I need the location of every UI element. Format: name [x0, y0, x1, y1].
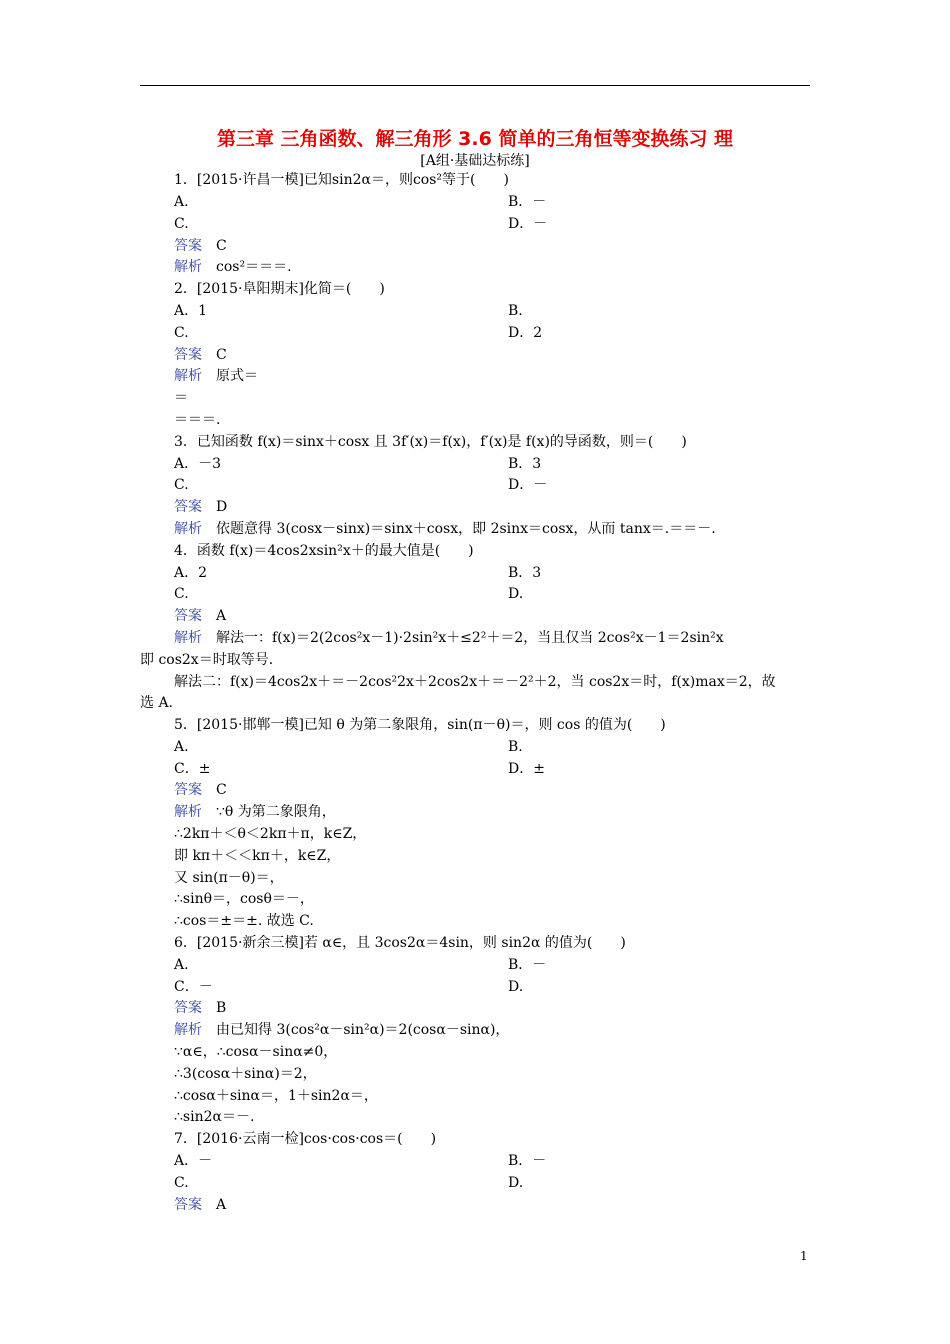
q2-analysis-line: ＝＝＝.	[174, 412, 221, 428]
q4-option-a: A．2	[174, 565, 208, 581]
analysis-label: 解析	[174, 630, 202, 646]
answer-label: 答案	[174, 608, 202, 624]
analysis-label: 解析	[174, 1022, 202, 1038]
q1-stem: 1．[2015·许昌一模]已知sin2α＝，则cos²等于( )	[174, 172, 509, 188]
q4-answer-value: A	[216, 608, 227, 624]
q6-analysis-line: ∵α∈，∴cosα－sinα≠0，	[174, 1044, 338, 1060]
q6-analysis	[174, 1021, 509, 1039]
q7-option-d: D.	[508, 1175, 524, 1191]
section-subtitle: [A组·基础达标练]	[420, 153, 530, 169]
q1-option-a: A.	[174, 194, 189, 210]
q4-analysis-line: 解法二：f(x)＝4cos2x＋＝－2cos²2x＋2cos2x＋＝－2²＋2，当 cos2x＝时，f(x)max＝2，故	[174, 674, 776, 690]
answer-label: 答案	[174, 238, 202, 254]
q3-answer	[174, 498, 227, 516]
q7-answer	[174, 1196, 226, 1214]
answer-label: 答案	[174, 1000, 202, 1016]
q2-option-c: C.	[174, 325, 189, 341]
q5-answer	[174, 781, 227, 799]
q3-option-d: D．－	[508, 477, 548, 493]
q5-option-d: D．±	[508, 761, 545, 777]
q6-option-c: C．－	[174, 979, 213, 995]
q2-answer-value: C	[216, 347, 227, 363]
analysis-label: 解析	[174, 521, 202, 537]
q1-analysis-text: cos²＝＝＝.	[216, 259, 292, 275]
q6-answer-value: B	[216, 1000, 227, 1016]
q2-analysis-text: 原式＝	[216, 368, 258, 384]
page-number: 1	[800, 1249, 808, 1263]
q6-stem: 6．[2015·新余三模]若 α∈，且 3cos2α＝4sin，则 sin2α 的值为( )	[174, 935, 626, 951]
q4-analysis-line: 选 A.	[140, 695, 174, 711]
answer-label: 答案	[174, 782, 202, 798]
q5-analysis	[174, 803, 336, 821]
q1-answer	[174, 237, 227, 255]
q7-answer-value: A	[216, 1197, 227, 1213]
q3-answer-value: D	[216, 499, 228, 515]
q7-stem: 7．[2016·云南一检]cos·cos·cos＝( )	[174, 1131, 437, 1147]
q2-stem: 2．[2015·阜阳期末]化简＝( )	[174, 281, 385, 297]
q6-answer	[174, 999, 226, 1017]
q6-analysis-line: ∴sin2α＝－.	[174, 1109, 255, 1125]
q1-option-c: C.	[174, 216, 189, 232]
q5-option-b: B.	[508, 739, 523, 755]
q4-option-b: B．3	[508, 565, 542, 581]
q2-analysis	[174, 367, 258, 385]
q3-analysis-text: 依题意得 3(cosx－sinx)＝sinx＋cosx，即 2sinx＝cosx，从而 tanx＝.＝＝－.	[216, 521, 716, 537]
q5-answer-value: C	[216, 782, 227, 798]
q3-option-b: B．3	[508, 456, 542, 472]
q5-stem: 5．[2015·邯郸一模]已知 θ 为第二象限角，sin(π－θ)＝，则 cos 的值为( )	[174, 717, 666, 733]
q3-analysis	[174, 520, 716, 538]
q5-option-a: A.	[174, 739, 189, 755]
q5-analysis-line: ∴sinθ＝，cosθ＝－，	[174, 891, 314, 907]
q5-option-c: C．±	[174, 761, 211, 777]
q2-option-d: D．2	[508, 325, 543, 341]
q4-answer	[174, 607, 226, 625]
answer-label: 答案	[174, 1197, 202, 1213]
q1-analysis	[174, 258, 292, 276]
q5-analysis-line: 又 sin(π－θ)＝，	[174, 870, 284, 886]
answer-label: 答案	[174, 347, 202, 363]
q5-analysis-line: ∴2kπ＋＜θ＜2kπ＋π，k∈Z，	[174, 826, 367, 842]
q4-option-c: C.	[174, 586, 189, 602]
q5-analysis-text: ∵θ 为第二象限角，	[216, 804, 336, 820]
analysis-label: 解析	[174, 259, 202, 275]
q2-option-b: B.	[508, 303, 523, 319]
q2-analysis-line: ＝	[174, 390, 188, 406]
q1-option-b: B．－	[508, 194, 547, 210]
q4-stem: 4．函数 f(x)＝4cos2xsin²x＋的最大值是( )	[174, 543, 474, 559]
q2-answer	[174, 346, 227, 364]
q3-stem: 3．已知函数 f(x)＝sinx＋cosx 且 3f′(x)＝f(x)，f′(x)是 f(x)的导函数，则＝( )	[174, 434, 687, 450]
page-title: 第三章 三角函数、解三角形 3.6 简单的三角恒等变换练习 理	[216, 128, 734, 150]
q6-option-d: D.	[508, 979, 524, 995]
q4-analysis	[174, 629, 724, 647]
analysis-label: 解析	[174, 368, 202, 384]
q3-option-a: A．－3	[174, 456, 222, 472]
q6-analysis-line: ∴cosα＋sinα＝，1＋sin2α＝，	[174, 1088, 378, 1104]
q1-option-d: D．－	[508, 216, 548, 232]
q4-analysis-text: 解法一：f(x)＝2(2cos²x－1)·2sin²x＋≤2²＋＝2，当且仅当 2cos²x－1＝2sin²x	[216, 630, 724, 646]
q6-analysis-text: 由已知得 3(cos²α－sin²α)＝2(cosα－sinα)，	[216, 1022, 510, 1038]
q3-option-c: C.	[174, 477, 189, 493]
q5-analysis-line: ∴cos＝±＝±. 故选 C.	[174, 913, 314, 929]
q7-option-a: A．－	[174, 1153, 213, 1169]
q6-option-a: A.	[174, 957, 189, 973]
q6-analysis-line: ∴3(cosα＋sinα)＝2，	[174, 1066, 317, 1082]
analysis-label: 解析	[174, 804, 202, 820]
q4-option-d: D.	[508, 586, 524, 602]
q5-analysis-line: 即 kπ＋＜＜kπ＋，k∈Z，	[174, 848, 341, 864]
q2-option-a: A．1	[174, 303, 208, 319]
q6-option-b: B．－	[508, 957, 547, 973]
q1-answer-value: C	[216, 238, 227, 254]
header-rule	[140, 85, 810, 86]
answer-label: 答案	[174, 499, 202, 515]
q7-option-c: C.	[174, 1175, 189, 1191]
q4-analysis-line: 即 cos2x＝时取等号.	[140, 652, 274, 668]
q7-option-b: B．－	[508, 1153, 547, 1169]
